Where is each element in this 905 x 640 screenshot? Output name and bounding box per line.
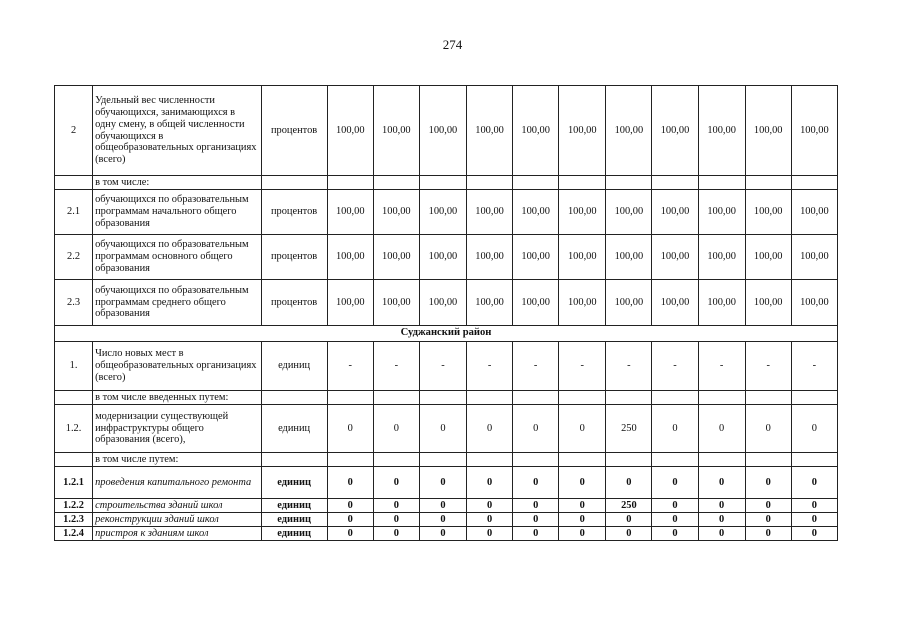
table-row <box>55 280 838 326</box>
indicator-name: обучающихся по образовательным программам основного общего образования <box>93 235 261 280</box>
subheading-row <box>55 391 838 405</box>
row-number: 2 <box>55 86 93 176</box>
value-cell: 100,00 <box>791 235 837 280</box>
empty-cell <box>513 176 559 190</box>
value-cell: 0 <box>419 527 466 541</box>
table-row <box>55 405 838 453</box>
value-cell: 0 <box>745 405 791 453</box>
empty-cell <box>745 391 791 405</box>
value-cell: 100,00 <box>513 86 559 176</box>
empty-cell <box>652 176 698 190</box>
empty-cell <box>559 391 606 405</box>
value-cell: 100,00 <box>419 86 466 176</box>
empty-cell <box>419 391 466 405</box>
row-number: 1.2.2 <box>55 499 93 513</box>
value-cell: 0 <box>559 405 606 453</box>
value-cell: - <box>559 342 606 391</box>
empty-cell <box>55 453 93 467</box>
empty-cell <box>419 453 466 467</box>
table-row <box>55 342 838 391</box>
value-cell: 100,00 <box>513 235 559 280</box>
empty-cell <box>55 176 93 190</box>
value-cell: - <box>327 342 373 391</box>
empty-cell <box>327 453 373 467</box>
row-number: 1. <box>55 342 93 391</box>
value-cell: 100,00 <box>373 235 419 280</box>
value-cell: 0 <box>513 405 559 453</box>
value-cell: 100,00 <box>467 280 513 326</box>
value-cell: - <box>419 342 466 391</box>
section-title: Суджанский район <box>55 326 838 342</box>
value-cell: 0 <box>559 499 606 513</box>
empty-cell <box>791 176 837 190</box>
value-cell: 100,00 <box>467 86 513 176</box>
unit-cell: процентов <box>261 280 327 326</box>
empty-cell <box>467 453 513 467</box>
empty-cell <box>513 453 559 467</box>
value-cell: 0 <box>791 527 837 541</box>
value-cell: 100,00 <box>745 86 791 176</box>
table-row <box>55 499 838 513</box>
value-cell: 100,00 <box>698 280 745 326</box>
empty-cell <box>606 391 652 405</box>
empty-cell <box>652 453 698 467</box>
value-cell: 100,00 <box>652 235 698 280</box>
unit-cell: процентов <box>261 190 327 235</box>
value-cell: 0 <box>652 499 698 513</box>
value-cell: 0 <box>373 499 419 513</box>
value-cell: - <box>373 342 419 391</box>
value-cell: 0 <box>513 527 559 541</box>
value-cell: 100,00 <box>698 86 745 176</box>
row-number: 2.3 <box>55 280 93 326</box>
value-cell: 100,00 <box>373 280 419 326</box>
indicators-table <box>54 85 838 541</box>
indicator-name: реконструкции зданий школ <box>93 513 261 527</box>
value-cell: 0 <box>513 513 559 527</box>
value-cell: 0 <box>791 467 837 499</box>
value-cell: 0 <box>698 513 745 527</box>
value-cell: 100,00 <box>467 190 513 235</box>
value-cell: 100,00 <box>559 190 606 235</box>
value-cell: - <box>652 342 698 391</box>
table-row <box>55 467 838 499</box>
value-cell: 100,00 <box>745 280 791 326</box>
value-cell: 0 <box>745 527 791 541</box>
subheading-label: в том числе: <box>93 176 261 190</box>
empty-cell <box>745 453 791 467</box>
indicator-name: пристроя к зданиям школ <box>93 527 261 541</box>
value-cell: 100,00 <box>373 86 419 176</box>
empty-cell <box>559 176 606 190</box>
value-cell: 0 <box>745 467 791 499</box>
value-cell: 0 <box>467 499 513 513</box>
empty-cell <box>373 176 419 190</box>
empty-cell <box>652 391 698 405</box>
value-cell: 0 <box>373 527 419 541</box>
empty-cell <box>261 391 327 405</box>
value-cell: 0 <box>559 527 606 541</box>
indicator-name: проведения капитального ремонта <box>93 467 261 499</box>
value-cell: 100,00 <box>745 235 791 280</box>
value-cell: 0 <box>698 527 745 541</box>
unit-cell: единиц <box>261 467 327 499</box>
empty-cell <box>513 391 559 405</box>
unit-cell: единиц <box>261 342 327 391</box>
value-cell: 0 <box>698 467 745 499</box>
value-cell: 100,00 <box>791 280 837 326</box>
subheading-label: в том числе введенных путем: <box>93 391 261 405</box>
empty-cell <box>261 176 327 190</box>
row-number: 2.1 <box>55 190 93 235</box>
value-cell: 100,00 <box>606 280 652 326</box>
value-cell: 0 <box>419 405 466 453</box>
indicator-name: обучающихся по образовательным программам начального общего образования <box>93 190 261 235</box>
value-cell: 0 <box>327 467 373 499</box>
empty-cell <box>698 453 745 467</box>
subheading-row <box>55 176 838 190</box>
value-cell: 100,00 <box>373 190 419 235</box>
value-cell: 0 <box>745 513 791 527</box>
value-cell: 0 <box>467 527 513 541</box>
table-row <box>55 235 838 280</box>
section-row <box>55 326 838 342</box>
value-cell: 0 <box>652 527 698 541</box>
value-cell: 0 <box>513 499 559 513</box>
empty-cell <box>467 176 513 190</box>
value-cell: 0 <box>327 499 373 513</box>
unit-cell: единиц <box>261 513 327 527</box>
row-number: 1.2.1 <box>55 467 93 499</box>
indicator-name: строительства зданий школ <box>93 499 261 513</box>
value-cell: 100,00 <box>606 190 652 235</box>
empty-cell <box>698 391 745 405</box>
value-cell: 0 <box>745 499 791 513</box>
unit-cell: единиц <box>261 405 327 453</box>
value-cell: 100,00 <box>327 280 373 326</box>
value-cell: 0 <box>559 467 606 499</box>
value-cell: 0 <box>652 467 698 499</box>
value-cell: 250 <box>606 499 652 513</box>
empty-cell <box>419 176 466 190</box>
value-cell: 100,00 <box>652 280 698 326</box>
value-cell: 0 <box>327 513 373 527</box>
value-cell: 100,00 <box>559 280 606 326</box>
value-cell: 100,00 <box>419 190 466 235</box>
value-cell: 0 <box>559 513 606 527</box>
value-cell: 0 <box>698 405 745 453</box>
empty-cell <box>467 391 513 405</box>
empty-cell <box>55 391 93 405</box>
unit-cell: процентов <box>261 235 327 280</box>
empty-cell <box>606 453 652 467</box>
empty-cell <box>791 453 837 467</box>
value-cell: 0 <box>791 513 837 527</box>
value-cell: 0 <box>606 513 652 527</box>
empty-cell <box>373 391 419 405</box>
row-number: 1.2.3 <box>55 513 93 527</box>
value-cell: 100,00 <box>327 235 373 280</box>
value-cell: 0 <box>606 527 652 541</box>
table-row <box>55 86 838 176</box>
value-cell: 0 <box>373 467 419 499</box>
empty-cell <box>745 176 791 190</box>
value-cell: 100,00 <box>606 235 652 280</box>
row-number: 1.2. <box>55 405 93 453</box>
indicator-name: Число новых мест в общеобразовательных организациях (всего) <box>93 342 261 391</box>
empty-cell <box>559 453 606 467</box>
value-cell: 100,00 <box>652 86 698 176</box>
value-cell: 100,00 <box>327 86 373 176</box>
empty-cell <box>373 453 419 467</box>
value-cell: 100,00 <box>327 190 373 235</box>
value-cell: 0 <box>467 513 513 527</box>
unit-cell: процентов <box>261 86 327 176</box>
value-cell: 0 <box>327 527 373 541</box>
value-cell: - <box>513 342 559 391</box>
value-cell: 100,00 <box>698 190 745 235</box>
value-cell: - <box>467 342 513 391</box>
value-cell: 100,00 <box>513 280 559 326</box>
value-cell: 100,00 <box>698 235 745 280</box>
value-cell: 0 <box>467 467 513 499</box>
empty-cell <box>606 176 652 190</box>
subheading-label: в том числе путем: <box>93 453 261 467</box>
table-body <box>55 86 838 541</box>
page-number: 274 <box>442 37 463 52</box>
value-cell: 100,00 <box>652 190 698 235</box>
value-cell: 100,00 <box>419 235 466 280</box>
value-cell: 100,00 <box>791 190 837 235</box>
value-cell: 0 <box>652 513 698 527</box>
value-cell: 0 <box>373 405 419 453</box>
value-cell: - <box>745 342 791 391</box>
value-cell: 250 <box>606 405 652 453</box>
value-cell: 100,00 <box>791 86 837 176</box>
value-cell: 0 <box>467 405 513 453</box>
value-cell: 0 <box>419 499 466 513</box>
table-row <box>55 527 838 541</box>
empty-cell <box>327 391 373 405</box>
value-cell: 0 <box>373 513 419 527</box>
value-cell: 100,00 <box>559 86 606 176</box>
value-cell: 100,00 <box>559 235 606 280</box>
subheading-row <box>55 453 838 467</box>
value-cell: 0 <box>606 467 652 499</box>
value-cell: 100,00 <box>467 235 513 280</box>
unit-cell: единиц <box>261 527 327 541</box>
row-number: 1.2.4 <box>55 527 93 541</box>
value-cell: 100,00 <box>513 190 559 235</box>
value-cell: 0 <box>327 405 373 453</box>
value-cell: 0 <box>419 513 466 527</box>
value-cell: - <box>606 342 652 391</box>
empty-cell <box>698 176 745 190</box>
value-cell: - <box>698 342 745 391</box>
value-cell: 0 <box>652 405 698 453</box>
table-row <box>55 190 838 235</box>
indicator-name: обучающихся по образовательным программам среднего общего образования <box>93 280 261 326</box>
value-cell: 100,00 <box>419 280 466 326</box>
empty-cell <box>791 391 837 405</box>
row-number: 2.2 <box>55 235 93 280</box>
value-cell: 0 <box>419 467 466 499</box>
value-cell: 0 <box>513 467 559 499</box>
unit-cell: единиц <box>261 499 327 513</box>
value-cell: - <box>791 342 837 391</box>
value-cell: 0 <box>698 499 745 513</box>
value-cell: 0 <box>791 499 837 513</box>
indicator-name: Удельный вес численности обучающихся, занимающихся в одну смену, в общей численности обучающихся в общеобразовательных организациях (всего) <box>93 86 261 176</box>
value-cell: 0 <box>791 405 837 453</box>
empty-cell <box>261 453 327 467</box>
empty-cell <box>327 176 373 190</box>
indicator-name: модернизации существующей инфраструктуры общего образования (всего), <box>93 405 261 453</box>
table-row <box>55 513 838 527</box>
value-cell: 100,00 <box>606 86 652 176</box>
value-cell: 100,00 <box>745 190 791 235</box>
